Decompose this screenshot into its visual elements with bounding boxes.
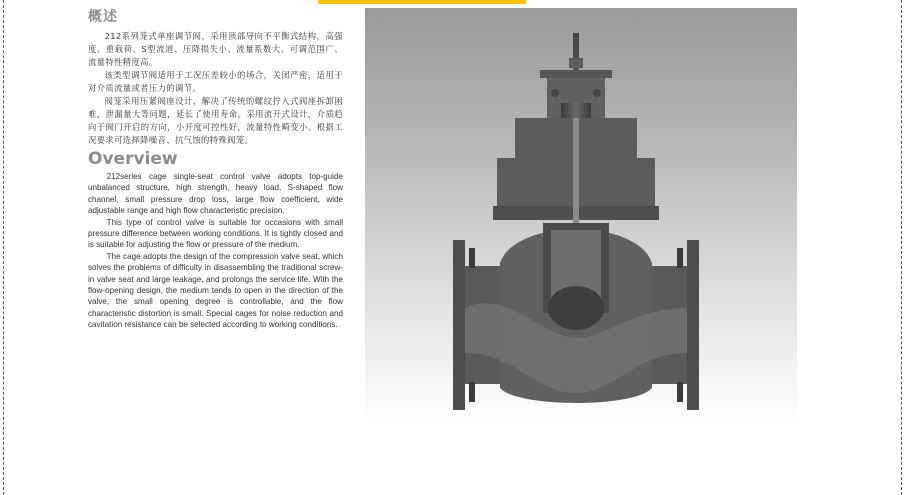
valve-cutaway-image bbox=[365, 8, 797, 426]
overview-cn-title: 概述 bbox=[88, 9, 118, 25]
description-column bbox=[88, 6, 343, 331]
overview-en-paragraph: 212series cage single-seat control valve adopts top-guide unbalanced structure, high strength, heavy load, S-shaped flow channel, small pressure drop loss, large flow coefficient, wide adjustable range and high flow characteristic precision. bbox=[88, 172, 343, 216]
overview-en-paragraph: This type of control valve is suitable for occasions with small pressure difference between working conditions. It is tightly closed and is suitable for adjusting the flow or pressure of the medium. bbox=[88, 217, 343, 250]
overview-cn-paragraph: 阀笼采用压紧阀座设计，解决了传统的螺纹拧入式阀座拆卸困难，泄漏量大等问题，延长了使用寿命。采用流开式设计，介质趋向于阀门开启的方向，小开度可控性好，流量特性畸变小。根据工况要求可选择降噪音、抗气蚀的特殊阀笼。 bbox=[88, 96, 343, 145]
header-accent-bar bbox=[318, 0, 526, 4]
overview-en-title: Overview bbox=[88, 149, 178, 169]
overview-cn-paragraph: 该类型调节阀适用于工况压差较小的场合，关闭严密，适用于对介质流量或者压力的调节。 bbox=[88, 70, 343, 93]
valve-illustration bbox=[365, 8, 797, 426]
page-border-right bbox=[901, 0, 902, 495]
page-border-left bbox=[3, 0, 4, 495]
overview-cn-paragraph: 212系列笼式单座调节阀，采用顶部导向不平衡式结构，高强度、重载荷、S型流道、压降损失小、流量系数大、可调范围广、流量特性精度高。 bbox=[88, 31, 343, 67]
overview-en-paragraph: The cage adopts the design of the compression valve seat, which solves the problems of difficulty in disassembling the traditional screw-in valve seat and large leakage, and prolongs the service life. With the flow-opening design, the medium tends to open in the direction of the valve, the small opening degree is controllable, and the flow characteristic distortion is small. Special cages for noise reduction and cavitation resistance can be selected according to working conditions. bbox=[88, 251, 343, 330]
